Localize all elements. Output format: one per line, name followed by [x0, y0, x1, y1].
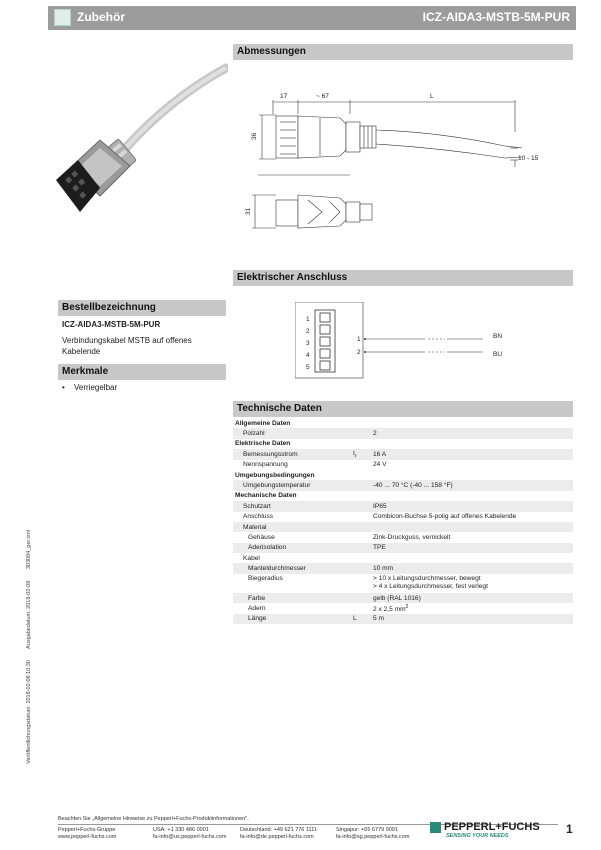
feature-bullet-icon: •: [62, 383, 65, 392]
pin-label-5: 5: [306, 364, 310, 371]
footer-group: Pepperl+Fuchs-Gruppe www.pepperl-fuchs.com: [58, 827, 117, 840]
dim-67: ~ 67: [316, 93, 329, 100]
table-row: Gehäuse Zink-Druckguss, vernickelt: [248, 533, 451, 541]
brand-slogan: SENSING YOUR NEEDS: [446, 833, 509, 839]
table-row: Biegeradius > 10 x Leitungsdurchmesser, bewegt > 4 x Leitungsdurchmesser, fest verlegt: [248, 574, 488, 591]
section-dimensions: Abmessungen: [233, 44, 573, 60]
wire-color-bu: BU: [493, 351, 503, 358]
product-code-title: ICZ-AIDA3-MSTB-5M-PUR: [422, 10, 570, 24]
table-row: Manteldurchmesser 10 mm: [233, 563, 573, 573]
category-icon: [54, 9, 71, 26]
section-order: Bestellbezeichnung: [58, 300, 226, 316]
dimension-drawing: [240, 62, 575, 242]
table-row: Adern 2 x 2,5 $mm^2$: [248, 603, 409, 614]
table-row: Bemessungsstrom $I_r$ 16 A: [233, 449, 573, 459]
dim-17: 17: [280, 93, 288, 100]
table-row: Mechanische Daten: [235, 492, 297, 500]
table-row: Elektrische Daten: [235, 440, 291, 448]
order-description: Verbindungskabel MSTB auf offenes Kabelende: [62, 336, 192, 356]
section-electrical: Elektrischer Anschluss: [233, 270, 573, 286]
table-row: Farbe gelb (RAL 1016): [233, 593, 573, 603]
pf-logo-icon: [430, 822, 441, 833]
product-photo: [48, 40, 228, 240]
feature-item: Verriegelbar: [74, 383, 118, 392]
table-row: Allgemeine Daten: [235, 419, 291, 427]
wiring-diagram: [295, 302, 525, 382]
wire-pin-2: 2: [357, 349, 361, 356]
footer-note: Beachten Sie „Allgemeine Hinweise zu Pepperl+Fuchs-Produktinformationen".: [58, 816, 249, 822]
section-features: Merkmale: [58, 364, 226, 380]
footer-usa: USA: +1 330 486 0001 fa-info@us.pepperl-fuchs.com: [153, 827, 227, 840]
wire-pin-1: 1: [357, 336, 361, 343]
dim-L: L: [430, 93, 434, 100]
pin-label-2: 2: [306, 328, 310, 335]
table-row: Aderisolation TPE: [233, 543, 573, 553]
order-code: ICZ-AIDA3-MSTB-5M-PUR: [62, 320, 161, 329]
pin-label-1: 1: [306, 316, 310, 323]
footer-sg: Singapur: +65 6779 9091 fa-info@sg.pepperl-fuchs.com: [336, 827, 410, 840]
table-row: Länge L 5 m: [233, 614, 573, 624]
category-title: Zubehör: [77, 10, 125, 24]
table-row: Polzahl 2: [233, 428, 573, 438]
dim-36: 36: [251, 132, 258, 140]
pin-label-4: 4: [306, 352, 310, 359]
table-row: Schutzart IP65: [233, 501, 573, 511]
dim-10-15: 10 - 15: [518, 155, 539, 162]
tech-data-table: [233, 418, 573, 624]
footer-de: Deutschland: +49 621 776 1111 fa-info@de.pepperl-fuchs.com: [240, 827, 317, 840]
dim-31: 31: [245, 207, 252, 215]
table-row: Anschluss Combicon-Buchse 5-polig auf offenes Kabelende: [243, 513, 517, 521]
vertical-release-info: Veröffentlichungsdatum: 2018-02-08 10:30 Ausgabedatum: 2018-02-08 303084_ger.xml: [26, 530, 32, 764]
brand-name: PEPPERL+FUCHS: [444, 821, 540, 833]
section-technical: Technische Daten: [233, 401, 573, 417]
page-number: 1: [566, 822, 573, 836]
pin-label-3: 3: [306, 340, 310, 347]
table-row: Material: [233, 522, 573, 532]
header-bar: [48, 6, 576, 30]
table-row: Umgebungsbedingungen: [235, 471, 315, 479]
table-row: Nennspannung 24 V: [243, 461, 387, 469]
table-row: Kabel: [243, 554, 260, 562]
table-row: Umgebungstemperatur -40 ... 70 °C (-40 ... 158 °F): [233, 480, 573, 490]
wire-color-bn: BN: [493, 333, 503, 340]
